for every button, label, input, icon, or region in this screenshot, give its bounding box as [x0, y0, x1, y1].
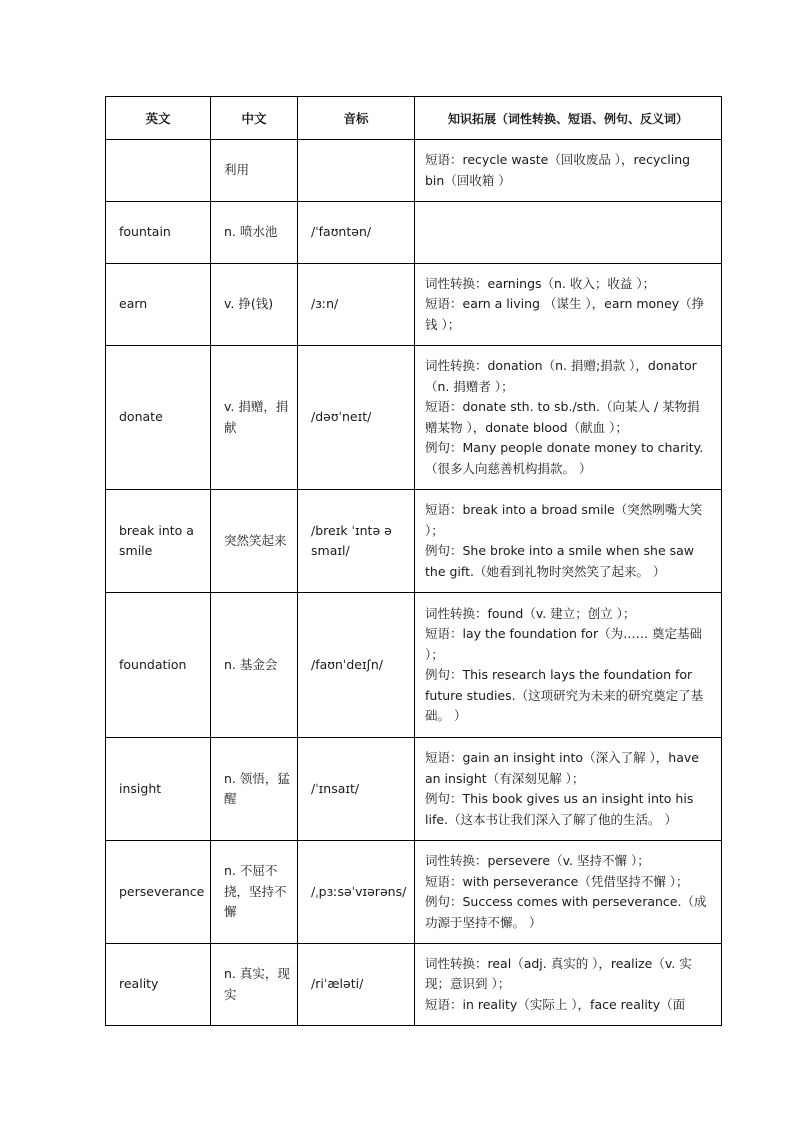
extension-line: 短语：earn a living （谋生 ），earn money（挣钱 ）；: [425, 296, 705, 332]
word-extension: [415, 264, 722, 346]
word-chinese: v. 捐赠，捐献: [211, 346, 298, 490]
word-english: fountain: [106, 202, 211, 264]
header-english: 英文: [106, 97, 211, 140]
header-chinese: 中文: [211, 97, 298, 140]
word-extension: [415, 140, 722, 202]
header-knowledge: 知识拓展（词性转换、短语、例句、反义词）: [415, 97, 722, 140]
extension-line: 词性转换：found（v. 建立；创立 ）；: [425, 605, 636, 621]
extension-line: 例句：Success comes with perseverance.（成功源于坚持不懈。 ）: [425, 894, 707, 930]
word-extension: [415, 202, 722, 264]
word-english: foundation: [106, 593, 211, 738]
word-phonetic: /dəʊˈneɪt/: [298, 346, 415, 490]
header-phonetic: 音标: [298, 97, 415, 140]
word-extension: [415, 738, 722, 841]
word-phonetic: /ˌpɜːsəˈvɪərəns/: [298, 841, 415, 944]
extension-line: 词性转换：real（adj. 真实的 ），realize（v. 实现；意识到 ）；: [425, 955, 692, 992]
table-row: [106, 346, 722, 490]
header-row: [106, 97, 722, 140]
word-extension: [415, 593, 722, 738]
word-english: insight: [106, 738, 211, 841]
word-english: earn: [106, 264, 211, 346]
word-chinese: n. 真实，现实: [211, 944, 298, 1026]
table-row: [106, 841, 722, 944]
extension-line: 短语：recycle waste（回收废品 ），recycling bin（回收箱 ）: [425, 152, 691, 188]
word-english: reality: [106, 944, 211, 1026]
word-english: perseverance: [106, 841, 211, 944]
extension-line: 短语：in reality（实际上 ），face reality（面: [425, 996, 686, 1012]
extension-line: 例句：This book gives us an insight into his life.（这本书让我们深入了解了他的生活。 ）: [425, 791, 694, 827]
table-row: [106, 944, 722, 1026]
table-row: [106, 202, 722, 264]
extension-line: 短语：with perseverance（凭借坚持不懈 ）；: [425, 873, 689, 889]
word-chinese: n. 基金会: [211, 593, 298, 738]
table-row: [106, 264, 722, 346]
word-english: [106, 140, 211, 202]
word-extension: [415, 490, 722, 593]
word-chinese: v. 挣(钱): [211, 264, 298, 346]
table-row: [106, 738, 722, 841]
extension-line: 例句：Many people donate money to charity.（很多人向慈善机构捐款。 ）: [425, 440, 704, 476]
table-row: [106, 140, 722, 202]
word-phonetic: [298, 140, 415, 202]
word-extension: [415, 346, 722, 490]
word-extension: [415, 944, 722, 1026]
word-chinese: 利用: [211, 140, 298, 202]
word-chinese: 突然笑起来: [211, 490, 298, 593]
extension-line: 短语：donate sth. to sb./sth.（向某人 / 某物捐赠某物 ），donate blood（献血 ）；: [425, 399, 700, 435]
extension-line: 例句：She broke into a smile when she saw the gift.（她看到礼物时突然笑了起来。 ）: [425, 543, 695, 579]
word-phonetic: /ˈɪnsaɪt/: [298, 738, 415, 841]
extension-line: 短语：gain an insight into（深入了解 ），have an insight（有深刻见解 ）；: [425, 750, 699, 786]
word-phonetic: /faʊnˈdeɪʃn/: [298, 593, 415, 738]
extension-line: 短语：break into a broad smile（突然咧嘴大笑 ）；: [425, 502, 703, 538]
extension-line: 词性转换：donation（n. 捐赠;捐款 ），donator（n. 捐赠者 ）；: [425, 358, 697, 394]
word-chinese: n. 不屈不挠，坚持不懈: [211, 841, 298, 944]
word-chinese: n. 喷水池: [211, 202, 298, 264]
extension-line: 词性转换：persevere（v. 坚持不懈 ）；: [425, 853, 650, 868]
table-header: [106, 97, 722, 140]
word-chinese: n. 领悟，猛醒: [211, 738, 298, 841]
word-phonetic: /ˈfaʊntən/: [298, 202, 415, 264]
word-extension: [415, 841, 722, 944]
word-english: break into a smile: [106, 490, 211, 593]
extension-line: 词性转换：earnings（n. 收入；收益 ）；: [425, 275, 656, 291]
extension-line: 例句：This research lays the foundation for future studies.（这项研究为未来的研究奠定了基础。 ）: [425, 667, 704, 723]
word-english: donate: [106, 346, 211, 490]
word-phonetic: /ɜːn/: [298, 264, 415, 346]
table-body: [106, 140, 722, 1026]
table-row: [106, 490, 722, 593]
table-row: [106, 593, 722, 738]
word-phonetic: /breɪk ˈɪntə ə smaɪl/: [298, 490, 415, 593]
vocabulary-table: [105, 96, 722, 1026]
word-phonetic: /riˈæləti/: [298, 944, 415, 1026]
extension-line: 短语：lay the foundation for（为…… 奠定基础 ）；: [425, 626, 703, 662]
